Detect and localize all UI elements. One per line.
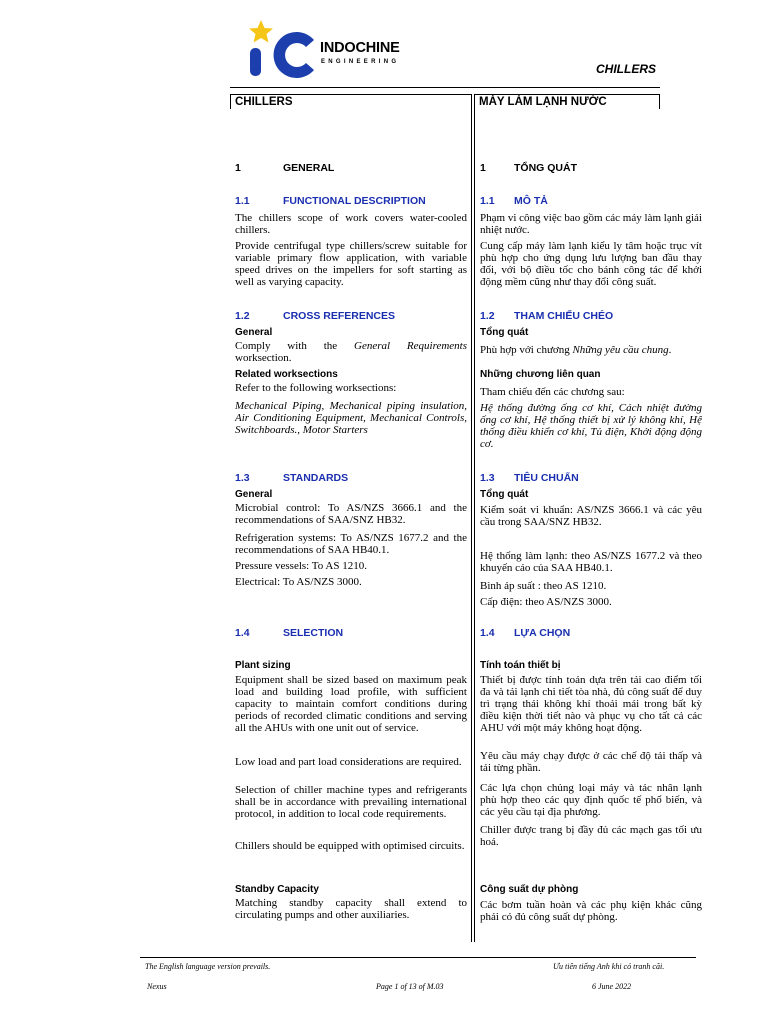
footer-language-note-vi: Ưu tiên tiếng Anh khi có tranh cãi. <box>553 962 665 971</box>
section-number: 1.4 <box>480 627 495 639</box>
paragraph: Tham chiếu đến các chương sau: <box>480 386 625 398</box>
section-title: LỰA CHỌN <box>514 627 571 639</box>
paragraph: Phạm vi công việc bao gồm các máy làm lạnh giải nhiệt nước. <box>480 212 702 236</box>
paragraph: Electrical: To AS/NZS 3000. <box>235 576 362 588</box>
text-run: Comply with the <box>235 340 355 352</box>
section-number: 1.1 <box>235 195 250 207</box>
vietnamese-column-heading: MÁY LÀM LẠNH NƯỚC <box>474 94 660 109</box>
column-divider <box>471 109 472 942</box>
logo-i-stem <box>250 48 261 76</box>
section-number: 1 <box>480 162 486 174</box>
paragraph: Hệ thống làm lạnh: theo AS/NZS 1677.2 và theo khuyến cáo của SAA HB40.1. <box>480 550 702 574</box>
section-number: 1.2 <box>235 310 250 322</box>
star-icon <box>249 20 273 43</box>
page-header-title: CHILLERS <box>596 62 656 76</box>
subheading: Plant sizing <box>235 660 291 671</box>
section-1-2-heading <box>480 310 702 322</box>
section-title: FUNCTIONAL DESCRIPTION <box>283 195 426 207</box>
subheading: General <box>235 489 273 500</box>
paragraph: Hệ thống đường ống cơ khí, Cách nhiệt đường ống cơ khí, Hệ thống thiết bị xử lý không khí, Hệ thống điều khiển cơ khí, Tủ điện, Khởi động động cơ. <box>480 402 702 450</box>
paragraph: Cấp điện: theo AS/NZS 3000. <box>480 596 612 608</box>
logo-wordmark: INDOCHINE <box>320 40 400 56</box>
logo-subtitle: ENGINEERING <box>321 59 400 65</box>
paragraph: Các lựa chọn chủng loại máy và tác nhân lạnh phù hợp theo các quy định quốc tế phổ biến, và các yêu cầu tại địa phương. <box>480 782 702 818</box>
subheading: Tổng quát <box>480 327 529 338</box>
footer-date: 6 June 2022 <box>592 982 632 991</box>
vietnamese-column <box>474 94 702 942</box>
section-1-1-heading <box>235 195 467 207</box>
section-title: TIÊU CHUẨN <box>514 472 579 484</box>
section-title: SELECTION <box>283 627 344 639</box>
section-1-heading <box>480 162 702 174</box>
section-title: STANDARDS <box>283 472 349 484</box>
section-title: GENERAL <box>283 162 335 174</box>
subheading: Những chương liên quan <box>480 369 601 380</box>
section-1-heading <box>235 162 467 174</box>
section-title: THAM CHIẾU CHÉO <box>514 310 614 322</box>
paragraph: Equipment shall be sized based on maximum peak load and building load profile, with sufficient capacity to maintain comfort conditions during periods of recorded climatic conditions and serving all the AHUs with one unit out of service. <box>235 674 467 734</box>
paragraph <box>480 344 702 356</box>
paragraph: Chillers should be equipped with optimised circuits. <box>235 840 465 852</box>
subheading: Standby Capacity <box>235 884 319 895</box>
section-number: 1.3 <box>480 472 495 484</box>
paragraph: Pressure vessels: To AS 1210. <box>235 560 367 572</box>
english-column-heading: CHILLERS <box>230 94 472 109</box>
subheading: Tính toán thiết bị <box>480 660 561 671</box>
section-1-3-heading <box>235 472 467 484</box>
section-1-1-heading <box>480 195 702 207</box>
paragraph: Provide centrifugal type chillers/screw suitable for variable primary flow application, with variable speed drives on the impellers for soft starting as well as varying capacity. <box>235 240 467 288</box>
section-number: 1.1 <box>480 195 495 207</box>
paragraph: Cung cấp máy làm lạnh kiểu ly tâm hoặc trục vít phù hợp cho ứng dụng lưu lượng ban đầu thay đổi, với bộ điều tốc cho bánh công tác để khởi động mềm cũng như thay đổi công suất. <box>480 240 702 288</box>
text-run: Phù hợp với chương <box>480 344 573 356</box>
paragraph: Selection of chiller machine types and refrigerants shall be in accordance with prevailing international protocol, in addition to local code requirements. <box>235 784 467 820</box>
paragraph: Refer to the following worksections: <box>235 382 397 394</box>
section-title: TỔNG QUÁT <box>514 162 577 174</box>
footer-divider <box>140 957 696 958</box>
section-number: 1 <box>235 162 241 174</box>
section-title: CROSS REFERENCES <box>283 310 396 322</box>
column-divider <box>474 109 475 942</box>
footer-document-name: Nexus <box>147 982 167 991</box>
subheading: Tổng quát <box>480 489 529 500</box>
paragraph: The chillers scope of work covers water-cooled chillers. <box>235 212 467 236</box>
subheading: Công suất dự phòng <box>480 884 579 895</box>
subheading: General <box>235 327 273 338</box>
paragraph: Bình áp suất : theo AS 1210. <box>480 580 607 592</box>
paragraph: Refrigeration systems: To AS/NZS 1677.2 and the recommendations of SAA HB40.1. <box>235 532 467 556</box>
paragraph: Chiller được trang bị đầy đủ các mạch gas tối ưu hoá. <box>480 824 702 848</box>
subheading: Related worksections <box>235 369 338 380</box>
section-number: 1.4 <box>235 627 250 639</box>
footer-page-number: Page 1 of 13 of M.03 <box>376 982 444 991</box>
section-title: MÔ TẢ <box>514 195 548 207</box>
section-number: 1.3 <box>235 472 250 484</box>
section-1-4-heading <box>235 627 467 639</box>
section-1-2-heading <box>235 310 467 322</box>
text-run: worksection. <box>235 352 292 364</box>
english-column <box>230 94 472 942</box>
logo-c-shape <box>274 32 314 78</box>
paragraph: Yêu cầu máy chạy được ở các chế độ tải thấp và tải từng phần. <box>480 750 702 774</box>
paragraph: Low load and part load considerations are required. <box>235 756 462 768</box>
header-divider <box>230 87 660 88</box>
paragraph: Microbial control: To AS/NZS 3666.1 and the recommendations of SAA/SNZ HB32. <box>235 502 467 526</box>
section-number: 1.2 <box>480 310 495 322</box>
text-run: . <box>668 344 672 356</box>
paragraph <box>235 340 467 364</box>
footer-language-note: The English language version prevails. <box>145 962 271 971</box>
text-run-italic: Những yêu cầu chung <box>572 344 669 356</box>
paragraph: Kiểm soát vi khuẩn: AS/NZS 3666.1 và các yêu cầu trong SAA/SNZ HB32. <box>480 504 702 528</box>
paragraph: Matching standby capacity shall extend to circulating pumps and other auxiliaries. <box>235 897 467 921</box>
text-run-italic: General Requirements <box>354 340 467 352</box>
paragraph: Mechanical Piping, Mechanical piping insulation, Air Conditioning Equipment, Mechanical Controls, Switchboards., Motor Starters <box>235 400 467 436</box>
section-1-3-heading <box>480 472 702 484</box>
paragraph: Các bơm tuần hoàn và các phụ kiện khác cũng phải có đủ công suất dự phòng. <box>480 899 702 923</box>
section-1-4-heading <box>480 627 702 639</box>
paragraph: Thiết bị được tính toán dựa trên tải cao điểm tối đa và tải lạnh chi tiết tòa nhà, đủ công suất để duy trì trạng thái không khí thoải mái trong bất kỳ điều kiện thời tiết nào và phục vụ cho tất cả các AHU với một máy không hoạt động. <box>480 674 702 734</box>
